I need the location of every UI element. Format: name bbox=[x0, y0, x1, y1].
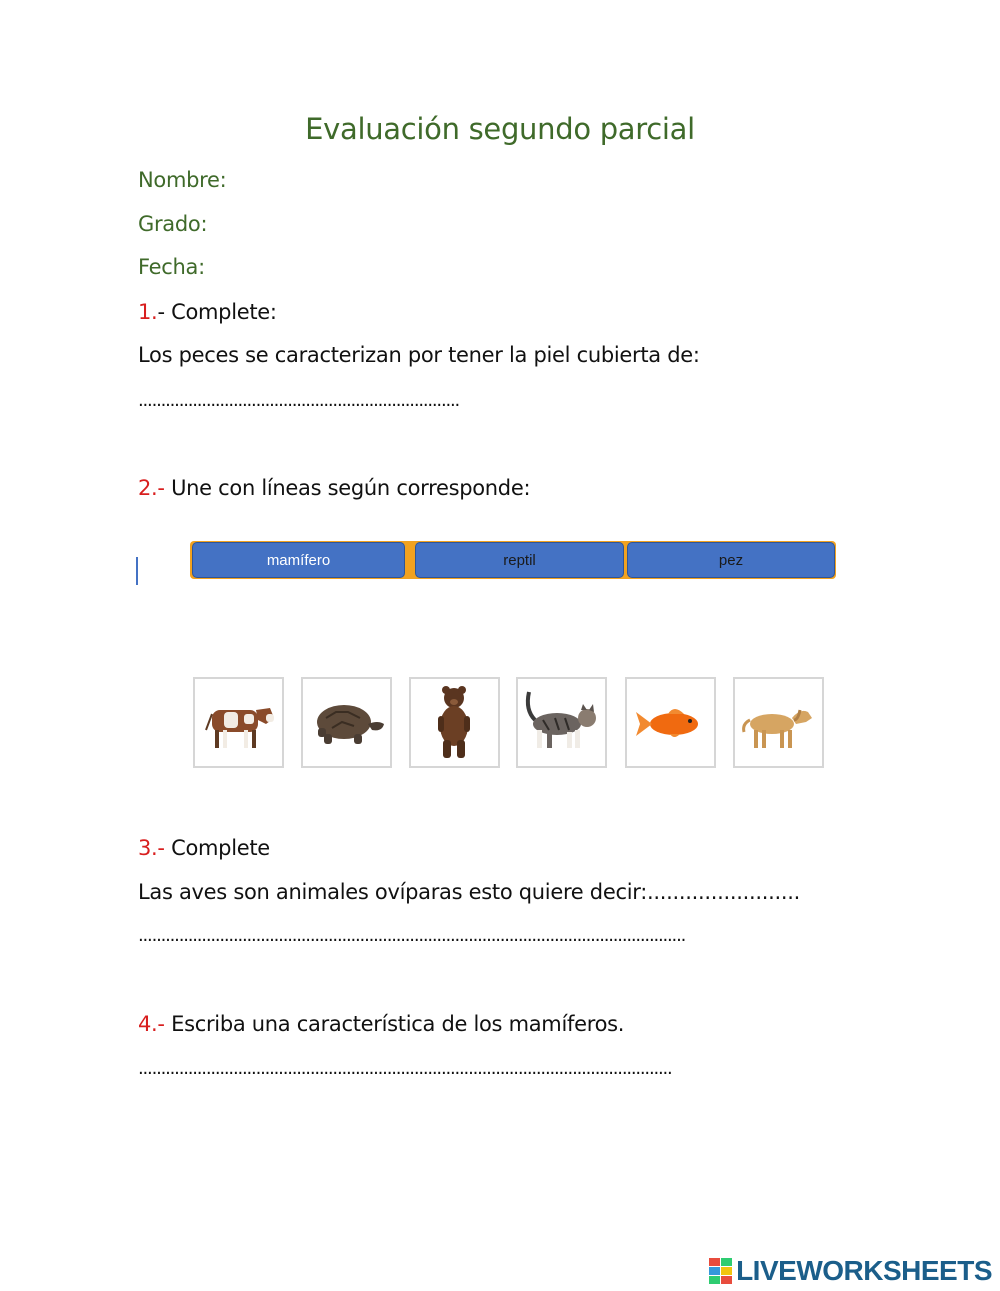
category-mamifero[interactable]: mamífero bbox=[192, 542, 405, 578]
question-1-prompt: Los peces se caracterizan por tener la piel cubierta de: bbox=[138, 343, 700, 367]
category-stub bbox=[136, 557, 138, 585]
grade-label: Grado: bbox=[138, 212, 208, 236]
question-1-answer-line[interactable]: ....................................................................... bbox=[138, 390, 460, 411]
question-4-heading bbox=[138, 1012, 624, 1036]
question-1-text: - Complete: bbox=[157, 300, 277, 324]
page-title: Evaluación segundo parcial bbox=[305, 112, 695, 146]
tortoise-icon bbox=[304, 680, 389, 765]
date-label: Fecha: bbox=[138, 255, 205, 279]
goldfish-icon bbox=[628, 680, 713, 765]
question-1-number: 1. bbox=[138, 300, 158, 324]
question-3-number: 3.- bbox=[138, 836, 165, 860]
question-1-heading bbox=[138, 300, 277, 324]
cow-icon bbox=[196, 680, 281, 765]
question-3-heading bbox=[138, 836, 270, 860]
liveworksheets-logo bbox=[709, 1254, 992, 1288]
question-3-answer-line[interactable]: ......................................................................................................................... bbox=[138, 925, 686, 946]
animal-cat[interactable] bbox=[516, 677, 607, 768]
cat-icon bbox=[519, 680, 604, 765]
liveworksheets-logo-text: LIVEWORKSHEETS bbox=[736, 1255, 992, 1286]
question-4-number: 4.- bbox=[138, 1012, 165, 1036]
animal-dog[interactable] bbox=[733, 677, 824, 768]
liveworksheets-blocks-icon bbox=[709, 1258, 733, 1284]
animal-goldfish[interactable] bbox=[625, 677, 716, 768]
question-3-text: Complete bbox=[164, 836, 270, 860]
dog-icon bbox=[736, 680, 821, 765]
question-4-text: Escriba una característica de los mamíferos. bbox=[164, 1012, 625, 1036]
animal-tortoise[interactable] bbox=[301, 677, 392, 768]
bear-icon bbox=[412, 680, 497, 765]
animal-bear[interactable] bbox=[409, 677, 500, 768]
category-pez[interactable]: pez bbox=[627, 542, 835, 578]
question-2-text: Une con líneas según corresponde: bbox=[164, 476, 531, 500]
question-2-number: 2.- bbox=[138, 476, 165, 500]
name-label: Nombre: bbox=[138, 168, 227, 192]
question-2-heading bbox=[138, 476, 530, 500]
animal-cow[interactable] bbox=[193, 677, 284, 768]
category-reptil[interactable]: reptil bbox=[415, 542, 624, 578]
question-3-prompt[interactable]: Las aves son animales ovíparas esto quiere decir:........................ bbox=[138, 880, 800, 904]
question-4-answer-line[interactable]: ...................................................................................................................... bbox=[138, 1058, 672, 1079]
